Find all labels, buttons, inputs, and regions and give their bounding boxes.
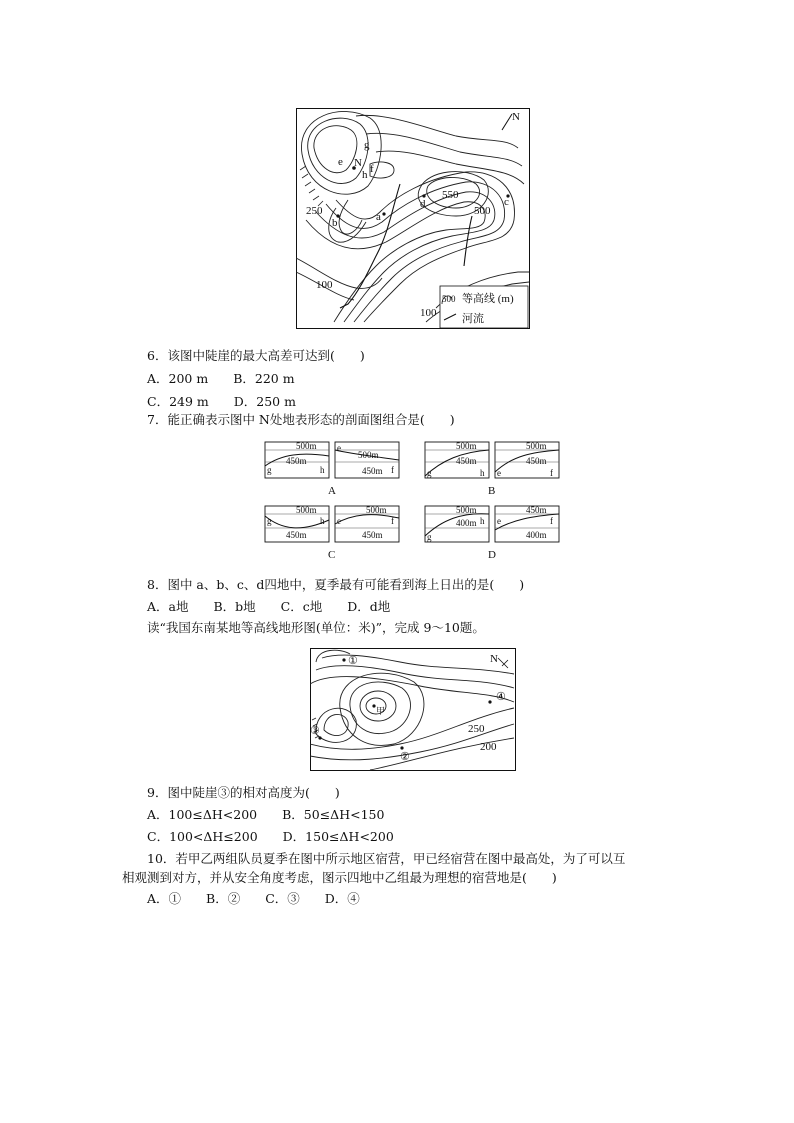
map1-label-h: h [362,169,368,181]
profile-C-left-r: h [320,516,325,526]
profile-B-left-mid: 450m [456,456,477,466]
map1-contour-250: 250 [306,205,323,217]
profile-D-right-top: 450m [526,505,547,515]
profile-B-left-r: h [480,468,485,478]
profile-C-right-l: e [337,516,341,526]
map1-label-f: f [370,163,374,175]
map1-contour-100a: 100 [316,279,333,291]
q9-options-ab: A．100≤ΔH<200 B．50≤ΔH<150 [147,807,385,822]
profile-A-left-r: h [320,465,325,475]
read-instruction: 读“我国东南某地等高线地形图(单位：米)”，完成 9～10题。 [147,620,485,635]
q8-stem: 8．图中 a、b、c、d四地中，夏季最有可能看到海上日出的是( ) [147,577,525,592]
q7-stem: 7．能正确表示图中 N处地表形态的剖面图组合是( ) [147,412,455,427]
map2-contour-200: 200 [480,741,497,753]
profile-C-letter: C [328,549,336,561]
profile-A-right-mid: 450m [362,466,383,476]
profile-D-left-mid: 400m [456,518,477,528]
profile-C-left-mid: 450m [286,530,307,540]
profile-A-left-mid: 450m [286,456,307,466]
q6-options-ab: A．200 m B．220 m [147,371,295,386]
profile-B-right-r: f [550,468,553,478]
map1-label-g: g [364,139,370,151]
q10-options: A．① B．② C．③ D．④ [147,891,360,906]
contour-map-2 [310,648,516,772]
profile-A-left-l: g [267,465,272,475]
profile-D-right-r: f [550,516,553,526]
legend-river: 河流 [462,313,484,325]
map1-north: N [512,111,520,123]
map1-contour-550: 550 [442,189,459,201]
profile-B-left-top: 500m [456,441,477,451]
map1-label-a: a [376,211,381,223]
map2-north: N [490,653,498,665]
profile-D-left-l: g [427,532,432,542]
map1-label-c: c [504,196,509,208]
q6-stem: 6．该图中陡崖的最大高差可达到( ) [147,348,365,363]
q10-line2: 相观测到对方，并从安全角度考虑，图示四地中乙组最为理想的宿营地是( ) [122,870,557,885]
profile-D-left-top: 500m [456,505,477,515]
profile-D-letter: D [488,549,496,561]
profile-A-right-top: 500m [358,450,379,460]
profile-A-letter: A [328,485,336,497]
profile-A-right-l: e [337,443,341,453]
legend-sample-value: 500 [442,294,456,304]
profile-C-right-top: 500m [366,505,387,515]
contour-map-1 [296,108,530,330]
profile-C-right-mid: 450m [362,530,383,540]
profile-D-right-l: e [497,516,501,526]
profile-C-left-l: g [267,516,272,526]
profile-B-letter: B [488,485,496,497]
map1-label-b: b [332,217,338,229]
map2-point-4: ④ [496,691,506,703]
legend-contour: 等高线 (m) [462,293,514,305]
q9-stem: 9．图中陡崖③的相对高度为( ) [147,785,340,800]
map2-jia: 甲 [376,706,386,716]
profile-A-left-top: 500m [296,441,317,451]
profile-C-right-r: f [391,516,394,526]
q10-line1: 10．若甲乙两组队员夏季在图中所示地区宿营，甲已经宿营在图中最高处，为了可以互 [147,851,626,866]
profile-D-right-mid: 400m [526,530,547,540]
profile-B-right-l: e [497,468,501,478]
q9-options-cd: C．100<ΔH≤200 D．150≤ΔH<200 [147,829,394,844]
q8-options: A．a地 B．b地 C．c地 D．d地 [147,599,391,614]
map1-label-d: d [420,198,426,210]
profile-A-right-r: f [391,465,394,475]
map2-point-3: ③ [310,725,320,737]
profile-options [262,440,568,566]
profile-C-left-top: 500m [296,505,317,515]
map1-contour-500: 500 [474,205,491,217]
profile-B-right-mid: 450m [526,456,547,466]
map1-contour-100b: 100 [420,307,437,319]
map2-point-2: ② [400,751,410,763]
map2-contour-250: 250 [468,723,485,735]
map2-point-1: ① [348,655,358,667]
map1-label-N: N [354,157,362,169]
q6-options-cd: C．249 m D．250 m [147,394,296,409]
map1-label-e: e [338,156,343,168]
profile-B-left-l: g [427,468,432,478]
profile-D-left-r: h [480,516,485,526]
profile-B-right-top: 500m [526,441,547,451]
